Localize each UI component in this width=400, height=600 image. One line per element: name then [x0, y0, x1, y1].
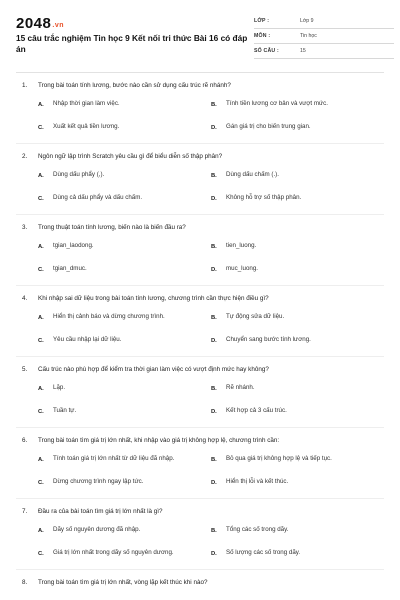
question-separator — [16, 356, 384, 357]
option-letter: C. — [38, 408, 44, 415]
option-letter: C. — [38, 266, 44, 273]
question-item — [16, 81, 384, 144]
option-text: Dừng chương trình ngay lập tức. — [53, 478, 144, 486]
option-row — [16, 306, 384, 329]
option-text: muc_luong. — [226, 265, 258, 273]
option-text: tgian_laodong. — [53, 242, 94, 250]
option-row — [16, 258, 384, 281]
option-text: Xuất kết quả tiền lương. — [53, 123, 120, 131]
answer-option[interactable] — [38, 187, 204, 210]
option-text: Dùng dấu chấm (.). — [226, 171, 279, 179]
option-text: Tuần tự. — [53, 407, 77, 415]
answer-options — [16, 164, 384, 210]
option-text: Tự động sửa dữ liệu. — [226, 313, 285, 321]
answer-option[interactable] — [211, 235, 384, 258]
meta-label: SỐ CÂU : — [254, 48, 279, 54]
question-item — [16, 507, 384, 570]
question-text: Trong bài toán tính lương, bước nào cần sử dụng cấu trúc rẽ nhánh? — [38, 82, 231, 89]
option-row — [16, 471, 384, 494]
answer-option[interactable] — [38, 258, 204, 281]
question-item — [16, 436, 384, 499]
option-letter: A. — [38, 101, 44, 108]
answer-option[interactable] — [38, 519, 204, 542]
option-letter: C. — [38, 479, 44, 486]
option-letter: B. — [211, 456, 217, 463]
option-letter: B. — [211, 527, 217, 534]
option-letter: B. — [211, 172, 217, 179]
meta-row-subject — [254, 29, 394, 44]
logo-suffix: .vn — [52, 22, 64, 29]
option-text: Số lượng các số trong dãy. — [226, 549, 301, 557]
header-divider — [16, 72, 384, 73]
option-letter: D. — [211, 337, 217, 344]
answer-options — [16, 377, 384, 423]
question-text: Ngôn ngữ lập trình Scratch yêu cầu gì để biểu diễn số thập phân? — [38, 153, 223, 160]
option-row — [16, 93, 384, 116]
question-item — [16, 365, 384, 428]
option-letter: B. — [211, 101, 217, 108]
question-number: 3. — [22, 224, 28, 231]
question-stem — [16, 436, 384, 448]
question-text: Trong thuật toán tính lương, biến nào là biến đầu ra? — [38, 224, 186, 231]
question-separator — [16, 498, 384, 499]
answer-option[interactable] — [211, 400, 384, 423]
answer-option[interactable] — [38, 448, 204, 471]
question-number: 7. — [22, 508, 28, 515]
question-list — [16, 81, 384, 590]
question-item — [16, 223, 384, 286]
option-text: Gán giá trị cho biến trung gian. — [226, 123, 311, 131]
option-letter: C. — [38, 550, 44, 557]
answer-option[interactable] — [211, 471, 384, 494]
question-number: 5. — [22, 366, 28, 373]
option-letter: A. — [38, 172, 44, 179]
question-separator — [16, 214, 384, 215]
question-text: Đầu ra của bài toán tìm giá trị lớn nhất là gì? — [38, 508, 163, 515]
option-text: tien_luong. — [226, 242, 257, 250]
question-stem — [16, 152, 384, 164]
answer-option[interactable] — [38, 93, 204, 116]
question-number: 4. — [22, 295, 28, 302]
question-number: 1. — [22, 82, 28, 89]
site-logo[interactable] — [16, 15, 64, 32]
option-letter: D. — [211, 195, 217, 202]
answer-option[interactable] — [38, 542, 204, 565]
option-row — [16, 448, 384, 471]
answer-option[interactable] — [211, 306, 384, 329]
question-separator — [16, 285, 384, 286]
document-title: 15 câu trắc nghiệm Tin học 9 Kết nối tri thức Bài 16 có đáp án — [16, 33, 248, 54]
option-text: Kết hợp cả 3 cấu trúc. — [226, 407, 287, 415]
question-separator — [16, 569, 384, 570]
meta-value: Lớp 9 — [300, 18, 314, 24]
document-meta — [254, 14, 394, 59]
option-text: Không hỗ trợ số thập phân. — [226, 194, 302, 202]
option-row — [16, 187, 384, 210]
option-letter: A. — [38, 243, 44, 250]
option-text: Tính toán giá trị lớn nhất từ dữ liệu đã nhập. — [53, 455, 175, 463]
question-number: 8. — [22, 579, 28, 586]
option-text: Tổng các số trong dãy. — [226, 526, 289, 534]
answer-option[interactable] — [38, 329, 204, 352]
answer-option[interactable] — [38, 116, 204, 139]
answer-option[interactable] — [38, 164, 204, 187]
answer-option[interactable] — [38, 400, 204, 423]
answer-option[interactable] — [211, 187, 384, 210]
answer-option[interactable] — [38, 471, 204, 494]
meta-value: 15 — [300, 48, 306, 54]
answer-options — [16, 93, 384, 139]
question-separator — [16, 143, 384, 144]
option-text: Bỏ qua giá trị không hợp lệ và tiếp tục. — [226, 455, 332, 463]
answer-option[interactable] — [211, 519, 384, 542]
option-letter: B. — [211, 385, 217, 392]
option-letter: B. — [211, 243, 217, 250]
option-letter: D. — [211, 408, 217, 415]
meta-label: MÔN : — [254, 33, 271, 39]
answer-option[interactable] — [211, 542, 384, 565]
option-letter: C. — [38, 337, 44, 344]
question-item — [16, 152, 384, 215]
question-stem — [16, 507, 384, 519]
meta-row-question-count — [254, 44, 394, 59]
option-letter: D. — [211, 124, 217, 131]
option-text: Hiển thị lỗi và kết thúc. — [226, 478, 289, 486]
answer-option[interactable] — [211, 329, 384, 352]
option-text: Rẽ nhánh. — [226, 384, 255, 392]
option-row — [16, 235, 384, 258]
option-row — [16, 377, 384, 400]
question-item — [16, 294, 384, 357]
question-item — [16, 578, 384, 590]
question-stem — [16, 81, 384, 93]
answer-option[interactable] — [211, 116, 384, 139]
answer-option[interactable] — [211, 377, 384, 400]
page-header — [16, 12, 384, 68]
question-text: Trong bài toán tìm giá trị lớn nhất, khi nhập vào giá trị không hợp lệ, chương trình cần: — [38, 437, 280, 444]
answer-option[interactable] — [38, 306, 204, 329]
meta-row-class — [254, 14, 394, 29]
answer-option[interactable] — [211, 93, 384, 116]
option-letter: A. — [38, 527, 44, 534]
question-stem — [16, 578, 384, 590]
answer-option[interactable] — [211, 258, 384, 281]
question-stem — [16, 294, 384, 306]
question-text: Khi nhập sai dữ liệu trong bài toán tính lương, chương trình cần thực hiện điều gì? — [38, 295, 269, 302]
option-text: tgian_dmuc. — [53, 265, 87, 273]
option-letter: A. — [38, 456, 44, 463]
option-text: Lặp. — [53, 384, 66, 392]
option-text: Nhập thời gian làm việc. — [53, 100, 120, 108]
option-text: Giá trị lớn nhất trong dãy số nguyên dương. — [53, 549, 174, 557]
option-letter: A. — [38, 385, 44, 392]
option-letter: C. — [38, 124, 44, 131]
option-text: Dùng cả dấu phẩy và dấu chấm. — [53, 194, 143, 202]
option-row — [16, 400, 384, 423]
question-text: Cấu trúc nào phù hợp để kiểm tra thời gian làm việc có vượt định mức hay không? — [38, 366, 269, 373]
question-separator — [16, 427, 384, 428]
option-text: Dùng dấu phẩy (,). — [53, 171, 105, 179]
question-number: 6. — [22, 437, 28, 444]
answer-options — [16, 306, 384, 352]
option-text: Hiển thị cảnh báo và dừng chương trình. — [53, 313, 165, 321]
option-letter: D. — [211, 479, 217, 486]
answer-option[interactable] — [211, 448, 384, 471]
option-row — [16, 542, 384, 565]
question-text: Trong bài toán tìm giá trị lớn nhất, vòng lặp kết thúc khi nào? — [38, 579, 208, 586]
option-row — [16, 519, 384, 542]
option-letter: D. — [211, 266, 217, 273]
answer-option[interactable] — [38, 235, 204, 258]
option-text: Dãy số nguyên dương đã nhập. — [53, 526, 141, 534]
meta-label: LỚP : — [254, 18, 270, 24]
option-row — [16, 164, 384, 187]
answer-options — [16, 448, 384, 494]
answer-options — [16, 235, 384, 281]
question-number: 2. — [22, 153, 28, 160]
option-row — [16, 116, 384, 139]
option-row — [16, 329, 384, 352]
answer-options — [16, 519, 384, 565]
meta-value: Tin học — [300, 33, 317, 39]
option-letter: B. — [211, 314, 217, 321]
question-stem — [16, 365, 384, 377]
answer-option[interactable] — [38, 377, 204, 400]
option-letter: A. — [38, 314, 44, 321]
option-text: Tính tiền lương cơ bản và vượt mức. — [226, 100, 328, 108]
option-text: Chuyển sang bước tính lương. — [226, 336, 311, 344]
option-letter: D. — [211, 550, 217, 557]
answer-option[interactable] — [211, 164, 384, 187]
question-stem — [16, 223, 384, 235]
logo-text: 2048 — [16, 15, 52, 32]
option-letter: C. — [38, 195, 44, 202]
option-text: Yêu cầu nhập lại dữ liệu. — [53, 336, 122, 344]
